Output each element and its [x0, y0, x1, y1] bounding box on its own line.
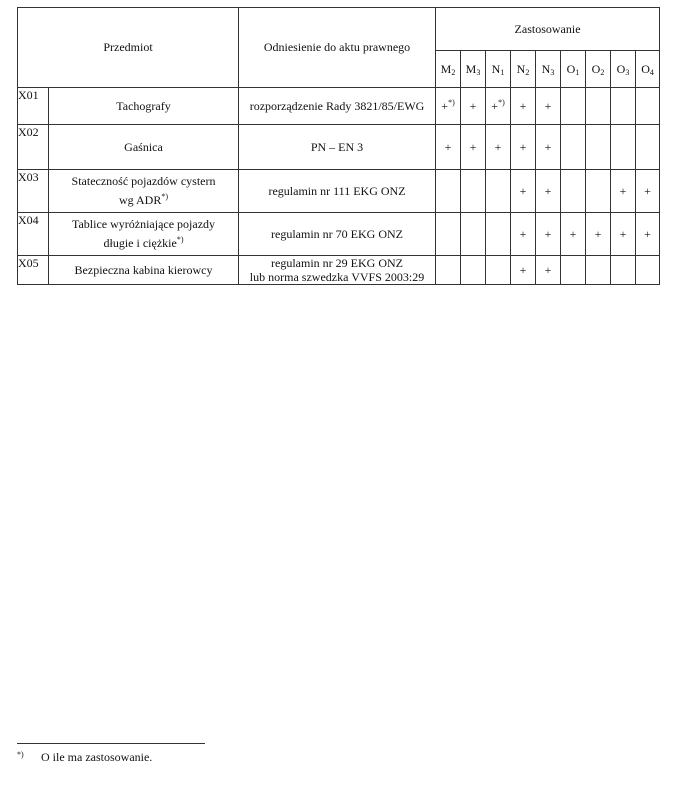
category-index: 4: [649, 67, 654, 77]
category-header: [436, 51, 461, 88]
plus-mark: +: [519, 183, 527, 198]
category-index: 2: [525, 67, 530, 77]
applicability-cell: [461, 256, 486, 285]
applicability-cell: [486, 88, 511, 125]
plus-mark: +: [469, 139, 477, 154]
mark-footnote: *): [448, 98, 455, 107]
applicability-cell: [511, 88, 536, 125]
category-header: [636, 51, 660, 88]
row-code: X03: [18, 170, 49, 213]
category-header: [561, 51, 586, 88]
category-index: 3: [550, 67, 555, 77]
category-header: [586, 51, 611, 88]
plus-mark: +: [519, 262, 527, 277]
applicability-cell: [461, 125, 486, 170]
category-letter: O: [641, 61, 650, 76]
applicability-cell: [436, 213, 461, 256]
category-letter: N: [541, 61, 551, 76]
applicability-cell: [511, 256, 536, 285]
subject-footnote-mark: *): [161, 192, 169, 201]
category-letter: O: [616, 61, 626, 76]
subject-line: Stateczność pojazdów cystern: [71, 174, 216, 188]
row-subject: [49, 88, 239, 125]
act-line: regulamin nr 70 EKG ONZ: [271, 227, 403, 241]
applicability-cell: [636, 125, 660, 170]
subject-line: wg ADR: [119, 193, 162, 207]
plus-mark: +: [441, 99, 449, 113]
plus-mark: +: [519, 226, 527, 241]
plus-mark: +: [619, 226, 627, 241]
category-letter: O: [566, 61, 576, 76]
subject-line: Gaśnica: [124, 139, 163, 154]
applicability-cell: [586, 125, 611, 170]
applicability-cell: [636, 213, 660, 256]
applicability-cell: [636, 170, 660, 213]
applicability-cell: [536, 88, 561, 125]
table-row: [18, 170, 660, 213]
act-line: regulamin nr 111 EKG ONZ: [268, 184, 406, 198]
plus-mark: +: [544, 262, 552, 277]
subject-line: Tablice wyróżniające pojazdy: [71, 217, 216, 231]
applicability-cell: [461, 170, 486, 213]
category-letter: M: [465, 61, 477, 76]
header-subject: Przedmiot: [18, 8, 239, 88]
row-code: X01: [18, 88, 49, 125]
header-application: Zastosowanie: [436, 8, 660, 51]
mark-footnote: *): [498, 98, 505, 107]
category-letter: O: [591, 61, 601, 76]
applicability-cell: [461, 213, 486, 256]
applicability-cell: [561, 125, 586, 170]
applicability-cell: [536, 170, 561, 213]
subject-line: Bezpieczna kabina kierowcy: [74, 262, 213, 277]
act-line: lub norma szwedzka VVFS 2003:29: [249, 270, 425, 284]
applicability-cell: [536, 213, 561, 256]
category-header: [486, 51, 511, 88]
category-index: 3: [625, 67, 630, 77]
plus-mark: +: [494, 139, 502, 154]
plus-mark: +: [491, 99, 499, 113]
footnote-text: O ile ma zastosowanie.: [41, 750, 153, 764]
footnote: [17, 750, 153, 766]
act-line: rozporządzenie Rady 3821/85/EWG: [249, 99, 425, 113]
applicability-cell: [511, 170, 536, 213]
category-index: 2: [451, 67, 456, 77]
act-line: regulamin nr 29 EKG ONZ: [271, 256, 403, 270]
plus-mark: +: [544, 139, 552, 154]
applicability-cell: [611, 170, 636, 213]
plus-mark: +: [644, 226, 651, 241]
plus-mark: +: [469, 98, 477, 113]
table-row: [18, 125, 660, 170]
category-header: [536, 51, 561, 88]
category-index: 2: [600, 67, 605, 77]
applicability-cell: [486, 256, 511, 285]
category-header: [461, 51, 486, 88]
applicability-cell: [436, 256, 461, 285]
row-legal-act: [239, 170, 436, 213]
plus-mark: +: [619, 183, 627, 198]
plus-mark: +: [519, 98, 527, 113]
applicability-cell: [536, 125, 561, 170]
category-index: 3: [476, 67, 481, 77]
applicability-cell: [461, 88, 486, 125]
row-legal-act: [239, 88, 436, 125]
subject-footnote-mark: *): [176, 235, 184, 244]
applicability-cell: [586, 256, 611, 285]
footnote-divider: [17, 743, 205, 744]
subject-line: Tachografy: [116, 98, 171, 113]
plus-mark: +: [519, 139, 527, 154]
applicability-cell: [611, 213, 636, 256]
applicability-cell: [436, 125, 461, 170]
category-header: [511, 51, 536, 88]
footnote-mark: *): [17, 750, 24, 759]
header-legal-act: Odniesienie do aktu prawnego: [239, 8, 436, 88]
row-subject: [49, 213, 239, 256]
applicability-cell: [486, 170, 511, 213]
table-body: [18, 88, 660, 285]
applicability-cell: [636, 88, 660, 125]
equipment-table: [17, 7, 660, 285]
applicability-cell: [636, 256, 660, 285]
plus-mark: +: [594, 226, 602, 241]
row-subject: [49, 125, 239, 170]
applicability-cell: [561, 256, 586, 285]
row-subject: [49, 170, 239, 213]
category-index: 1: [575, 67, 580, 77]
applicability-cell: [586, 170, 611, 213]
category-letter: M: [440, 61, 452, 76]
category-header: [611, 51, 636, 88]
applicability-cell: [511, 213, 536, 256]
row-code: X04: [18, 213, 49, 256]
applicability-cell: [611, 88, 636, 125]
row-subject: [49, 256, 239, 285]
row-code: X02: [18, 125, 49, 170]
table-row: [18, 88, 660, 125]
table-row: [18, 256, 660, 285]
row-code: X05: [18, 256, 49, 285]
applicability-cell: [536, 256, 561, 285]
plus-mark: +: [444, 139, 452, 154]
applicability-cell: [486, 125, 511, 170]
applicability-cell: [611, 256, 636, 285]
applicability-cell: [561, 213, 586, 256]
category-index: 1: [500, 67, 505, 77]
row-legal-act: [239, 125, 436, 170]
applicability-cell: [561, 170, 586, 213]
applicability-cell: [586, 88, 611, 125]
table-row: [18, 213, 660, 256]
plus-mark: +: [544, 183, 552, 198]
applicability-cell: [611, 125, 636, 170]
applicability-cell: [511, 125, 536, 170]
row-legal-act: [239, 256, 436, 285]
applicability-cell: [436, 170, 461, 213]
plus-mark: +: [544, 226, 552, 241]
category-letter: N: [516, 61, 526, 76]
applicability-cell: [436, 88, 461, 125]
plus-mark: +: [569, 226, 577, 241]
category-letter: N: [491, 61, 501, 76]
applicability-cell: [586, 213, 611, 256]
act-line: PN – EN 3: [310, 140, 364, 154]
applicability-cell: [486, 213, 511, 256]
plus-mark: +: [544, 98, 552, 113]
plus-mark: +: [644, 183, 651, 198]
applicability-cell: [561, 88, 586, 125]
subject-line: długie i ciężkie: [103, 236, 177, 250]
row-legal-act: [239, 213, 436, 256]
